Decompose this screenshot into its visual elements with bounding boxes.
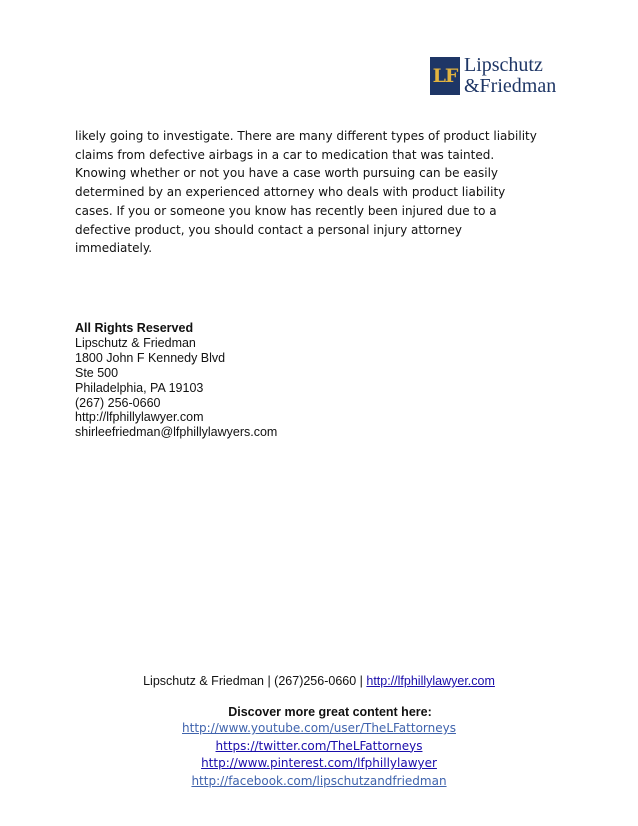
paragraph-line: Knowing whether or not you have a case worth pursuing can be easily xyxy=(75,166,499,181)
firm-logo xyxy=(430,51,565,99)
footer-contact-text: Lipschutz & Friedman | (267)256-0660 | xyxy=(143,674,367,688)
footer-social-links xyxy=(0,704,638,790)
website-text: http://lfphillylawyer.com xyxy=(75,410,204,425)
street-address: 1800 John F Kennedy Blvd xyxy=(75,350,226,365)
twitter-link[interactable]: https://twitter.com/TheLFattorneys xyxy=(215,738,423,753)
logo-initials: LF xyxy=(430,57,460,95)
contact-block xyxy=(75,321,277,440)
logo-name-line1: Lipschutz xyxy=(464,54,543,76)
email-text: shirleefriedman@lfphillylawyers.com xyxy=(75,425,278,440)
firm-name: Lipschutz & Friedman xyxy=(75,335,196,350)
facebook-link[interactable]: http://facebook.com/lipschutzandfriedman xyxy=(191,773,447,788)
phone-number: (267) 256-0660 xyxy=(75,395,161,410)
paragraph-line: cases. If you or someone you know has recently been injured due to a xyxy=(75,203,497,218)
city-state-zip: Philadelphia, PA 19103 xyxy=(75,380,204,395)
logo-name-line2: &Friedman xyxy=(464,75,557,97)
paragraph-line: immediately. xyxy=(75,241,153,256)
paragraph-line: defective product, you should contact a personal injury attorney xyxy=(75,222,462,237)
paragraph-line: determined by an experienced attorney who deals with product liability xyxy=(75,185,506,200)
footer-website-link[interactable]: http://lfphillylawyer.com xyxy=(366,674,495,688)
rights-heading: All Rights Reserved xyxy=(75,321,194,335)
footer-contact-line xyxy=(0,673,638,689)
pinterest-link[interactable]: http://www.pinterest.com/lfphillylawyer xyxy=(201,756,437,770)
discover-heading: Discover more great content here: xyxy=(228,705,432,719)
paragraph-line: likely going to investigate. There are many different types of product liability xyxy=(75,129,537,143)
suite: Ste 500 xyxy=(75,365,119,380)
article-paragraph xyxy=(75,127,575,258)
paragraph-line: claims from defective airbags in a car to medication that was tainted. xyxy=(75,147,495,162)
youtube-link[interactable]: http://www.youtube.com/user/TheLFattorneys xyxy=(182,721,456,735)
